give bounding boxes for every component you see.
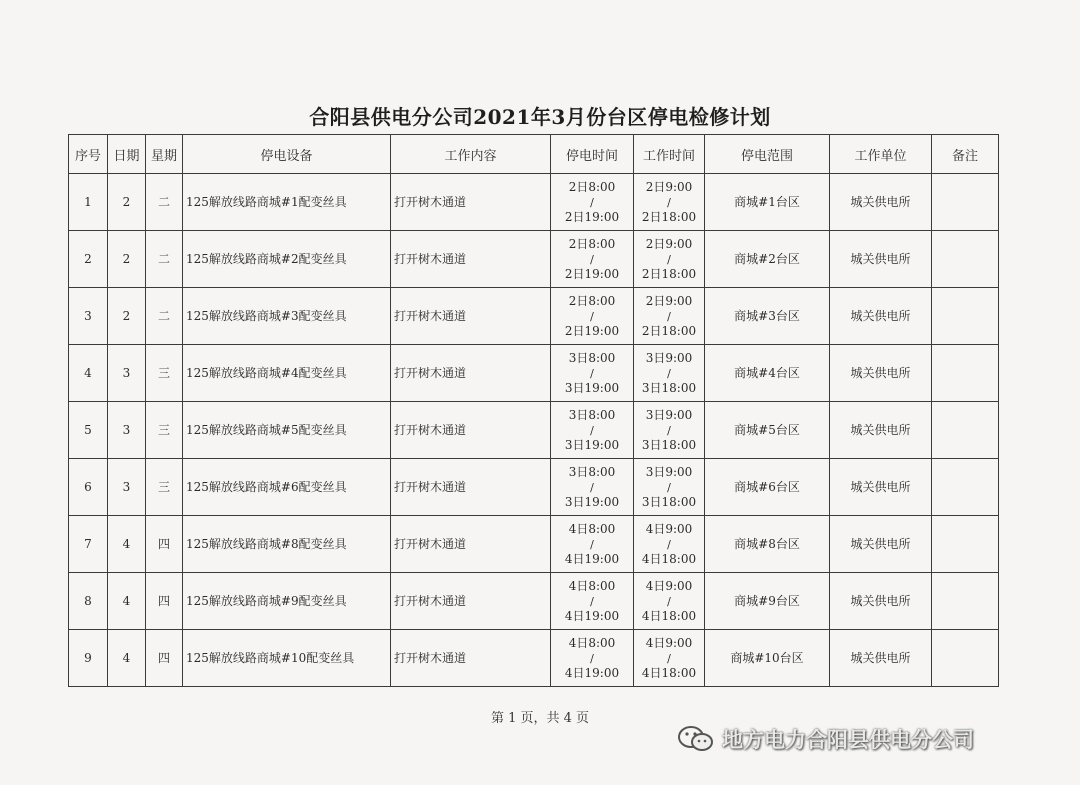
row-note — [932, 174, 999, 231]
row-unit: 城关供电所 — [830, 459, 932, 516]
outage-time-start: 3日8:00 — [568, 407, 616, 422]
work-time-end: 3日18:00 — [641, 494, 697, 509]
work-time-start: 4日9:00 — [645, 635, 693, 650]
time-separator: / — [667, 594, 671, 608]
column-header: 序号 — [69, 135, 108, 174]
time-separator: / — [590, 423, 594, 437]
outage-time-end: 3日19:00 — [564, 380, 620, 395]
row-weekday: 三 — [146, 459, 183, 516]
row-device: 125解放线路商城#8配变丝具 — [183, 516, 391, 573]
outage-time — [551, 459, 634, 516]
row-unit: 城关供电所 — [830, 345, 932, 402]
outage-time-end: 2日19:00 — [564, 266, 620, 281]
wechat-icon — [676, 724, 716, 754]
time-separator: / — [590, 594, 594, 608]
row-number: 2 — [69, 231, 108, 288]
row-device: 125解放线路商城#1配变丝具 — [183, 174, 391, 231]
row-date: 4 — [108, 573, 146, 630]
row-note — [932, 459, 999, 516]
table-header-row — [69, 135, 999, 174]
row-content: 打开树木通道 — [391, 516, 551, 573]
row-device: 125解放线路商城#4配变丝具 — [183, 345, 391, 402]
time-separator: / — [590, 252, 594, 266]
row-unit: 城关供电所 — [830, 402, 932, 459]
column-header: 停电范围 — [705, 135, 830, 174]
row-device: 125解放线路商城#5配变丝具 — [183, 402, 391, 459]
row-date: 4 — [108, 516, 146, 573]
work-time-end: 4日18:00 — [641, 551, 697, 566]
row-note — [932, 231, 999, 288]
work-time — [634, 402, 705, 459]
outage-time — [551, 288, 634, 345]
row-note — [932, 345, 999, 402]
table-row — [69, 630, 999, 687]
row-scope: 商城#4台区 — [705, 345, 830, 402]
row-scope: 商城#8台区 — [705, 516, 830, 573]
work-time — [634, 459, 705, 516]
row-note — [932, 630, 999, 687]
row-device: 125解放线路商城#3配变丝具 — [183, 288, 391, 345]
time-separator: / — [590, 537, 594, 551]
row-date: 4 — [108, 630, 146, 687]
work-time — [634, 345, 705, 402]
outage-time-start: 3日8:00 — [568, 350, 616, 365]
row-note — [932, 402, 999, 459]
row-weekday: 三 — [146, 345, 183, 402]
outage-time-start: 2日8:00 — [568, 236, 616, 251]
row-weekday: 四 — [146, 630, 183, 687]
row-note — [932, 516, 999, 573]
row-number: 1 — [69, 174, 108, 231]
row-number: 9 — [69, 630, 108, 687]
outage-time-end: 2日19:00 — [564, 209, 620, 224]
row-content: 打开树木通道 — [391, 231, 551, 288]
work-time-start: 4日9:00 — [645, 578, 693, 593]
outage-time-end: 4日19:00 — [564, 665, 620, 680]
work-time — [634, 573, 705, 630]
row-unit: 城关供电所 — [830, 516, 932, 573]
row-scope: 商城#9台区 — [705, 573, 830, 630]
work-time — [634, 630, 705, 687]
table-row — [69, 402, 999, 459]
watermark — [676, 722, 974, 756]
table-row — [69, 459, 999, 516]
time-separator: / — [667, 309, 671, 323]
row-weekday: 三 — [146, 402, 183, 459]
column-header: 工作内容 — [391, 135, 551, 174]
work-time-end: 2日18:00 — [641, 323, 697, 338]
row-device: 125解放线路商城#2配变丝具 — [183, 231, 391, 288]
row-number: 4 — [69, 345, 108, 402]
row-scope: 商城#1台区 — [705, 174, 830, 231]
outage-time-end: 4日19:00 — [564, 551, 620, 566]
row-content: 打开树木通道 — [391, 630, 551, 687]
work-time — [634, 174, 705, 231]
time-separator: / — [667, 480, 671, 494]
row-scope: 商城#3台区 — [705, 288, 830, 345]
row-device: 125解放线路商城#6配变丝具 — [183, 459, 391, 516]
table-row — [69, 174, 999, 231]
row-scope: 商城#10台区 — [705, 630, 830, 687]
row-date: 2 — [108, 288, 146, 345]
row-content: 打开树木通道 — [391, 402, 551, 459]
row-note — [932, 288, 999, 345]
column-header: 停电时间 — [551, 135, 634, 174]
row-weekday: 四 — [146, 573, 183, 630]
row-scope: 商城#6台区 — [705, 459, 830, 516]
work-time — [634, 231, 705, 288]
time-separator: / — [667, 366, 671, 380]
time-separator: / — [590, 366, 594, 380]
table-row — [69, 288, 999, 345]
page-title: 合阳县供电分公司2021年3月份台区停电检修计划 — [309, 105, 771, 129]
outage-time-end: 2日19:00 — [564, 323, 620, 338]
row-number: 3 — [69, 288, 108, 345]
outage-time — [551, 630, 634, 687]
outage-time-start: 3日8:00 — [568, 464, 616, 479]
column-header: 星期 — [146, 135, 183, 174]
work-time-start: 3日9:00 — [645, 464, 693, 479]
time-separator: / — [667, 423, 671, 437]
row-date: 3 — [108, 402, 146, 459]
watermark-text: 地方电力合阳县供电分公司 — [722, 728, 974, 752]
row-unit: 城关供电所 — [830, 231, 932, 288]
outage-time-start: 2日8:00 — [568, 179, 616, 194]
work-time-start: 3日9:00 — [645, 407, 693, 422]
time-separator: / — [667, 252, 671, 266]
table-body — [69, 174, 999, 687]
outage-time — [551, 345, 634, 402]
row-content: 打开树木通道 — [391, 459, 551, 516]
work-time-start: 3日9:00 — [645, 350, 693, 365]
time-separator: / — [590, 195, 594, 209]
plan-table — [68, 134, 999, 687]
row-date: 2 — [108, 231, 146, 288]
work-time-end: 4日18:00 — [641, 665, 697, 680]
work-time-start: 2日9:00 — [645, 293, 693, 308]
row-number: 7 — [69, 516, 108, 573]
time-separator: / — [590, 480, 594, 494]
row-unit: 城关供电所 — [830, 573, 932, 630]
outage-time — [551, 573, 634, 630]
column-header: 工作单位 — [830, 135, 932, 174]
outage-time — [551, 402, 634, 459]
row-weekday: 二 — [146, 288, 183, 345]
time-separator: / — [667, 651, 671, 665]
work-time-start: 2日9:00 — [645, 236, 693, 251]
row-number: 6 — [69, 459, 108, 516]
column-header: 日期 — [108, 135, 146, 174]
work-time-end: 4日18:00 — [641, 608, 697, 623]
work-time-start: 4日9:00 — [645, 521, 693, 536]
table-row — [69, 345, 999, 402]
row-scope: 商城#2台区 — [705, 231, 830, 288]
row-unit: 城关供电所 — [830, 174, 932, 231]
time-separator: / — [667, 537, 671, 551]
page-indicator: 第 1 页，共 4 页 — [490, 711, 590, 726]
row-weekday: 四 — [146, 516, 183, 573]
work-time-end: 2日18:00 — [641, 209, 697, 224]
row-weekday: 二 — [146, 231, 183, 288]
work-time-end: 3日18:00 — [641, 380, 697, 395]
row-content: 打开树木通道 — [391, 174, 551, 231]
work-time-end: 2日18:00 — [641, 266, 697, 281]
outage-time-start: 4日8:00 — [568, 578, 616, 593]
outage-time-start: 4日8:00 — [568, 521, 616, 536]
outage-time-end: 3日19:00 — [564, 437, 620, 452]
work-time — [634, 516, 705, 573]
table-row — [69, 231, 999, 288]
column-header: 停电设备 — [183, 135, 391, 174]
row-number: 5 — [69, 402, 108, 459]
table-row — [69, 516, 999, 573]
row-device: 125解放线路商城#9配变丝具 — [183, 573, 391, 630]
outage-time — [551, 231, 634, 288]
column-header: 备注 — [932, 135, 999, 174]
row-content: 打开树木通道 — [391, 345, 551, 402]
work-time-start: 2日9:00 — [645, 179, 693, 194]
outage-time-start: 2日8:00 — [568, 293, 616, 308]
row-content: 打开树木通道 — [391, 288, 551, 345]
row-number: 8 — [69, 573, 108, 630]
table-row — [69, 573, 999, 630]
outage-time — [551, 516, 634, 573]
column-header: 工作时间 — [634, 135, 705, 174]
row-unit: 城关供电所 — [830, 288, 932, 345]
row-device: 125解放线路商城#10配变丝具 — [183, 630, 391, 687]
row-date: 3 — [108, 459, 146, 516]
row-content: 打开树木通道 — [391, 573, 551, 630]
row-date: 2 — [108, 174, 146, 231]
time-separator: / — [590, 309, 594, 323]
outage-time-start: 4日8:00 — [568, 635, 616, 650]
outage-time — [551, 174, 634, 231]
row-scope: 商城#5台区 — [705, 402, 830, 459]
row-note — [932, 573, 999, 630]
time-separator: / — [667, 195, 671, 209]
time-separator: / — [590, 651, 594, 665]
outage-time-end: 4日19:00 — [564, 608, 620, 623]
work-time — [634, 288, 705, 345]
work-time-end: 3日18:00 — [641, 437, 697, 452]
row-date: 3 — [108, 345, 146, 402]
outage-time-end: 3日19:00 — [564, 494, 620, 509]
row-unit: 城关供电所 — [830, 630, 932, 687]
row-weekday: 二 — [146, 174, 183, 231]
